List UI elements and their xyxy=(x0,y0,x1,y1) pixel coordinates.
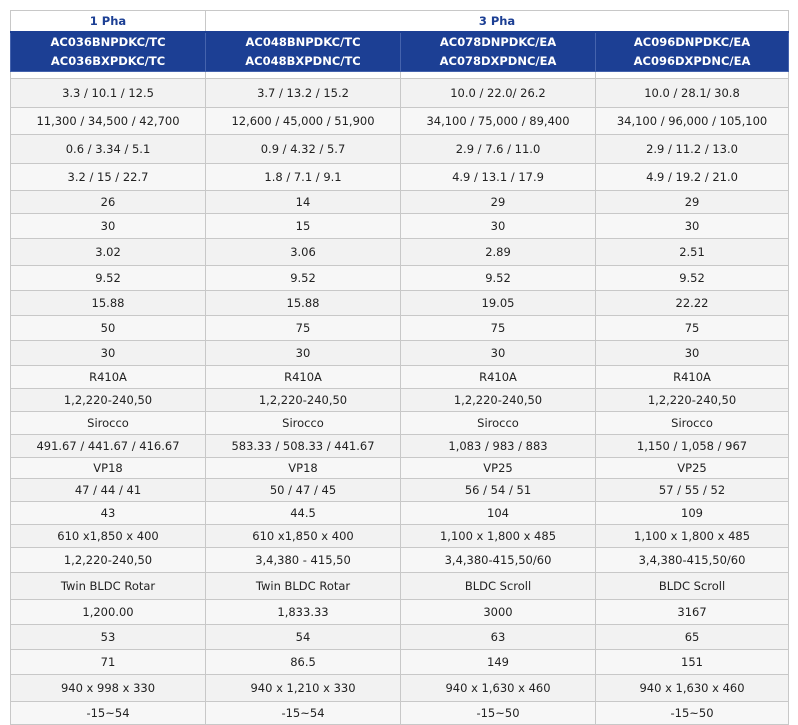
table-cell: VP25 xyxy=(401,458,596,479)
table-cell: 50 / 47 / 45 xyxy=(206,479,401,502)
table-cell: 12,600 / 45,000 / 51,900 xyxy=(206,108,401,135)
table-cell: 30 xyxy=(596,341,789,366)
table-cell: 1,2,220-240,50 xyxy=(596,389,789,412)
table-cell: -15~54 xyxy=(206,702,401,725)
table-cell: R410A xyxy=(401,366,596,389)
table-cell: 9.52 xyxy=(596,266,789,291)
table-row xyxy=(11,389,789,412)
table-cell: 10.0 / 22.0/ 26.2 xyxy=(401,79,596,108)
table-row xyxy=(11,412,789,435)
table-cell: 34,100 / 96,000 / 105,100 xyxy=(596,108,789,135)
table-cell: 1,100 x 1,800 x 485 xyxy=(596,525,789,548)
table-cell: 34,100 / 75,000 / 89,400 xyxy=(401,108,596,135)
table-cell: 9.52 xyxy=(11,266,206,291)
table-row xyxy=(11,600,789,625)
model-name: AC048BXPDNC/TC xyxy=(245,54,361,68)
table-cell: VP18 xyxy=(11,458,206,479)
model-cell xyxy=(206,32,401,72)
table-row xyxy=(11,435,789,458)
table-cell: 29 xyxy=(596,191,789,214)
model-name: AC096DXPDNC/EA xyxy=(633,54,751,68)
table-cell: 2.9 / 7.6 / 11.0 xyxy=(401,135,596,164)
table-cell: 610 x1,850 x 400 xyxy=(206,525,401,548)
table-cell: 11,300 / 34,500 / 42,700 xyxy=(11,108,206,135)
table-cell: 2.9 / 11.2 / 13.0 xyxy=(596,135,789,164)
table-cell: 3.3 / 10.1 / 12.5 xyxy=(11,79,206,108)
table-row xyxy=(11,135,789,164)
model-name: AC078DXPDNC/EA xyxy=(439,54,557,68)
table-row xyxy=(11,702,789,725)
table-cell: 1,2,220-240,50 xyxy=(11,548,206,573)
table-cell: 10.0 / 28.1/ 30.8 xyxy=(596,79,789,108)
table-row xyxy=(11,341,789,366)
table-cell: Sirocco xyxy=(401,412,596,435)
table-cell: 1,2,220-240,50 xyxy=(401,389,596,412)
table-cell: VP25 xyxy=(596,458,789,479)
table-cell: 19.05 xyxy=(401,291,596,316)
table-row xyxy=(11,502,789,525)
table-cell: 15.88 xyxy=(206,291,401,316)
spacer-cell xyxy=(401,72,596,79)
table-cell: 1,2,220-240,50 xyxy=(11,389,206,412)
table-cell: 1,2,220-240,50 xyxy=(206,389,401,412)
table-cell: 0.6 / 3.34 / 5.1 xyxy=(11,135,206,164)
model-name: AC036BXPDKC/TC xyxy=(50,54,166,68)
table-cell: Twin BLDC Rotar xyxy=(11,573,206,600)
table-row xyxy=(11,164,789,191)
table-cell: 491.67 / 441.67 / 416.67 xyxy=(11,435,206,458)
table-cell: 3.02 xyxy=(11,239,206,266)
table-cell: 0.9 / 4.32 / 5.7 xyxy=(206,135,401,164)
table-cell: 30 xyxy=(206,341,401,366)
model-cell xyxy=(401,32,596,72)
table-cell: 1,083 / 983 / 883 xyxy=(401,435,596,458)
table-row xyxy=(11,191,789,214)
phase-3-header: 3 Pha xyxy=(206,11,789,33)
table-row xyxy=(11,108,789,135)
table-cell: 940 x 1,210 x 330 xyxy=(206,675,401,702)
table-cell: BLDC Scroll xyxy=(401,573,596,600)
table-cell: 3,4,380 - 415,50 xyxy=(206,548,401,573)
table-cell: 30 xyxy=(11,214,206,239)
table-cell: 71 xyxy=(11,650,206,675)
table-cell: R410A xyxy=(596,366,789,389)
table-row xyxy=(11,479,789,502)
table-cell: 3.06 xyxy=(206,239,401,266)
table-cell: 15 xyxy=(206,214,401,239)
table-cell: 3000 xyxy=(401,600,596,625)
table-cell: 47 / 44 / 41 xyxy=(11,479,206,502)
table-row xyxy=(11,79,789,108)
model-name: AC096DNPDKC/EA xyxy=(633,35,751,49)
table-cell: BLDC Scroll xyxy=(596,573,789,600)
table-cell: R410A xyxy=(11,366,206,389)
table-cell: 4.9 / 13.1 / 17.9 xyxy=(401,164,596,191)
table-cell: 54 xyxy=(206,625,401,650)
table-cell: 15.88 xyxy=(11,291,206,316)
table-cell: 75 xyxy=(596,316,789,341)
table-cell: 940 x 998 x 330 xyxy=(11,675,206,702)
table-cell: 583.33 / 508.33 / 441.67 xyxy=(206,435,401,458)
table-cell: -15~54 xyxy=(11,702,206,725)
table-cell: 30 xyxy=(401,214,596,239)
spec-body xyxy=(11,79,789,725)
table-cell: VP18 xyxy=(206,458,401,479)
table-cell: 1,150 / 1,058 / 967 xyxy=(596,435,789,458)
table-cell: Sirocco xyxy=(596,412,789,435)
table-cell: 86.5 xyxy=(206,650,401,675)
table-cell: 3.7 / 13.2 / 15.2 xyxy=(206,79,401,108)
table-cell: 940 x 1,630 x 460 xyxy=(401,675,596,702)
table-cell: 63 xyxy=(401,625,596,650)
table-cell: 1,100 x 1,800 x 485 xyxy=(401,525,596,548)
table-cell: 109 xyxy=(596,502,789,525)
table-cell: 3,4,380-415,50/60 xyxy=(596,548,789,573)
table-cell: 65 xyxy=(596,625,789,650)
model-name: AC078DNPDKC/EA xyxy=(439,35,557,49)
table-cell: 2.51 xyxy=(596,239,789,266)
phase-1-header: 1 Pha xyxy=(11,11,206,33)
table-cell: 3.2 / 15 / 22.7 xyxy=(11,164,206,191)
table-cell: 75 xyxy=(401,316,596,341)
table-row xyxy=(11,625,789,650)
spec-table xyxy=(10,10,789,725)
table-row xyxy=(11,525,789,548)
table-row xyxy=(11,316,789,341)
table-cell: 1.8 / 7.1 / 9.1 xyxy=(206,164,401,191)
table-cell: 1,833.33 xyxy=(206,600,401,625)
table-row xyxy=(11,214,789,239)
model-cell xyxy=(11,32,206,72)
table-row xyxy=(11,650,789,675)
table-cell: 940 x 1,630 x 460 xyxy=(596,675,789,702)
model-header-row xyxy=(11,32,789,72)
table-row xyxy=(11,366,789,389)
table-row xyxy=(11,458,789,479)
table-cell: -15~50 xyxy=(596,702,789,725)
table-cell: 9.52 xyxy=(206,266,401,291)
table-cell: 14 xyxy=(206,191,401,214)
model-cell xyxy=(596,32,789,72)
model-name: AC036BNPDKC/TC xyxy=(50,35,166,49)
table-cell: Sirocco xyxy=(11,412,206,435)
table-cell: 610 x1,850 x 400 xyxy=(11,525,206,548)
table-cell: 9.52 xyxy=(401,266,596,291)
table-cell: R410A xyxy=(206,366,401,389)
table-row xyxy=(11,548,789,573)
table-cell: 151 xyxy=(596,650,789,675)
table-row xyxy=(11,291,789,316)
table-row xyxy=(11,239,789,266)
table-cell: -15~50 xyxy=(401,702,596,725)
table-cell: 1,200.00 xyxy=(11,600,206,625)
table-cell: Twin BLDC Rotar xyxy=(206,573,401,600)
table-cell: 2.89 xyxy=(401,239,596,266)
table-cell: 30 xyxy=(596,214,789,239)
model-name: AC048BNPDKC/TC xyxy=(245,35,361,49)
table-cell: 30 xyxy=(401,341,596,366)
table-cell: 104 xyxy=(401,502,596,525)
table-cell: 29 xyxy=(401,191,596,214)
table-cell: 50 xyxy=(11,316,206,341)
table-cell: 75 xyxy=(206,316,401,341)
table-cell: 56 / 54 / 51 xyxy=(401,479,596,502)
table-cell: 22.22 xyxy=(596,291,789,316)
table-cell: 3,4,380-415,50/60 xyxy=(401,548,596,573)
table-cell: Sirocco xyxy=(206,412,401,435)
table-cell: 4.9 / 19.2 / 21.0 xyxy=(596,164,789,191)
table-cell: 3167 xyxy=(596,600,789,625)
spacer-cell xyxy=(206,72,401,79)
table-row xyxy=(11,266,789,291)
table-cell: 57 / 55 / 52 xyxy=(596,479,789,502)
table-cell: 53 xyxy=(11,625,206,650)
table-cell: 43 xyxy=(11,502,206,525)
table-cell: 30 xyxy=(11,341,206,366)
table-cell: 44.5 xyxy=(206,502,401,525)
table-cell: 149 xyxy=(401,650,596,675)
table-row xyxy=(11,573,789,600)
table-row xyxy=(11,675,789,702)
phase-header-row xyxy=(11,11,789,33)
spacer-cell xyxy=(11,72,206,79)
spacer-row xyxy=(11,72,789,79)
spacer-cell xyxy=(596,72,789,79)
table-cell: 26 xyxy=(11,191,206,214)
